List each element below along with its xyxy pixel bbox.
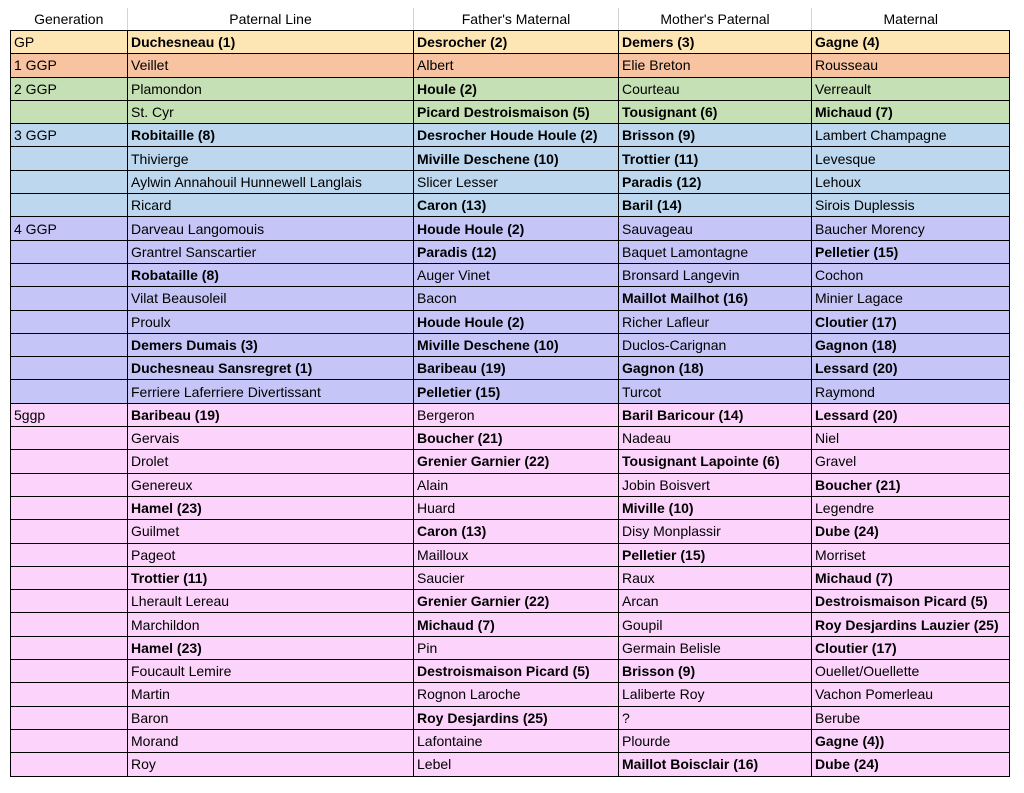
generation-cell[interactable] [11, 380, 128, 403]
table-row [11, 310, 1010, 333]
maternal-cell[interactable]: Cochon [812, 263, 1010, 286]
generation-cell[interactable] [11, 566, 128, 589]
fathers-maternal-cell[interactable]: Rognon Laroche [414, 683, 619, 706]
generation-cell[interactable] [11, 636, 128, 659]
mothers-paternal-cell[interactable]: Maillot Boisclair (16) [619, 753, 812, 776]
fathers-maternal-cell[interactable]: Miville Deschene (10) [414, 333, 619, 356]
paternal-line-cell[interactable]: Pageot [128, 543, 414, 566]
mothers-paternal-cell[interactable]: Pelletier (15) [619, 543, 812, 566]
generation-cell[interactable] [11, 473, 128, 496]
generation-cell[interactable] [11, 753, 128, 776]
table-row [11, 240, 1010, 263]
fathers-maternal-cell[interactable]: Desrocher Houde Houle (2) [414, 124, 619, 147]
maternal-cell[interactable]: Roy Desjardins Lauzier (25) [812, 613, 1010, 636]
mothers-paternal-cell[interactable]: Goupil [619, 613, 812, 636]
generation-cell[interactable] [11, 450, 128, 473]
fathers-maternal-cell[interactable]: Pin [414, 636, 619, 659]
paternal-line-cell[interactable]: Baron [128, 706, 414, 729]
header-row [11, 8, 1010, 31]
maternal-cell[interactable]: Lessard (20) [812, 403, 1010, 426]
maternal-cell[interactable]: Morriset [812, 543, 1010, 566]
paternal-line-cell[interactable]: Roy [128, 753, 414, 776]
maternal-cell[interactable]: Berube [812, 706, 1010, 729]
generation-cell[interactable]: 5ggp [11, 403, 128, 426]
paternal-line-cell[interactable]: Plamondon [128, 77, 414, 100]
table-row [11, 450, 1010, 473]
fathers-maternal-cell[interactable]: Michaud (7) [414, 613, 619, 636]
generation-cell[interactable] [11, 613, 128, 636]
maternal-cell[interactable]: Ouellet/Ouellette [812, 660, 1010, 683]
mothers-paternal-cell[interactable]: Gagnon (18) [619, 357, 812, 380]
fathers-maternal-cell[interactable]: Roy Desjardins (25) [414, 706, 619, 729]
mothers-paternal-cell[interactable]: Miville (10) [619, 496, 812, 519]
fathers-maternal-cell[interactable]: Boucher (21) [414, 427, 619, 450]
table-body [11, 31, 1010, 777]
generation-cell[interactable] [11, 427, 128, 450]
table-row [11, 263, 1010, 286]
table-row [11, 660, 1010, 683]
fathers-maternal-cell[interactable]: Saucier [414, 566, 619, 589]
generation-cell[interactable] [11, 100, 128, 123]
generation-cell[interactable] [11, 706, 128, 729]
paternal-line-cell[interactable]: Darveau Langomouis [128, 217, 414, 240]
paternal-line-cell[interactable]: Marchildon [128, 613, 414, 636]
table-row [11, 683, 1010, 706]
table-row [11, 636, 1010, 659]
maternal-cell[interactable]: Boucher (21) [812, 473, 1010, 496]
mothers-paternal-cell[interactable]: Jobin Boisvert [619, 473, 812, 496]
generation-cell[interactable] [11, 240, 128, 263]
table-row [11, 54, 1010, 77]
mothers-paternal-cell[interactable]: Paradis (12) [619, 170, 812, 193]
mothers-paternal-cell[interactable]: Baril (14) [619, 194, 812, 217]
generation-cell[interactable]: 4 GGP [11, 217, 128, 240]
paternal-line-cell[interactable]: Duchesneau Sansregret (1) [128, 357, 414, 380]
mothers-paternal-cell[interactable]: Brisson (9) [619, 124, 812, 147]
maternal-cell[interactable]: Rousseau [812, 54, 1010, 77]
generation-cell[interactable]: 1 GGP [11, 54, 128, 77]
mothers-paternal-cell[interactable]: ? [619, 706, 812, 729]
mothers-paternal-cell[interactable]: Plourde [619, 729, 812, 752]
fathers-maternal-cell[interactable]: Lebel [414, 753, 619, 776]
mothers-paternal-cell[interactable]: Richer Lafleur [619, 310, 812, 333]
maternal-cell[interactable]: Pelletier (15) [812, 240, 1010, 263]
table-row [11, 333, 1010, 356]
mothers-paternal-cell[interactable]: Demers (3) [619, 31, 812, 54]
paternal-line-cell[interactable]: Thivierge [128, 147, 414, 170]
generation-cell[interactable] [11, 543, 128, 566]
generation-cell[interactable] [11, 357, 128, 380]
fathers-maternal-cell[interactable]: Paradis (12) [414, 240, 619, 263]
maternal-cell[interactable]: Minier Lagace [812, 287, 1010, 310]
paternal-line-cell[interactable]: Hamel (23) [128, 636, 414, 659]
fathers-maternal-cell[interactable]: Auger Vinet [414, 263, 619, 286]
maternal-cell[interactable]: Sirois Duplessis [812, 194, 1010, 217]
fathers-maternal-cell[interactable]: Baribeau (19) [414, 357, 619, 380]
mothers-paternal-cell[interactable]: Raux [619, 566, 812, 589]
header-fathers-maternal[interactable]: Father's Maternal [414, 8, 619, 31]
paternal-line-cell[interactable]: Genereux [128, 473, 414, 496]
paternal-line-cell[interactable]: Proulx [128, 310, 414, 333]
generation-cell[interactable]: GP [11, 31, 128, 54]
maternal-cell[interactable]: Michaud (7) [812, 566, 1010, 589]
fathers-maternal-cell[interactable]: Miville Deschene (10) [414, 147, 619, 170]
generation-cell[interactable] [11, 194, 128, 217]
maternal-cell[interactable]: Raymond [812, 380, 1010, 403]
table-row [11, 147, 1010, 170]
fathers-maternal-cell[interactable]: Alain [414, 473, 619, 496]
maternal-cell[interactable]: Levesque [812, 147, 1010, 170]
fathers-maternal-cell[interactable]: Caron (13) [414, 194, 619, 217]
generation-cell[interactable]: 3 GGP [11, 124, 128, 147]
fathers-maternal-cell[interactable]: Slicer Lesser [414, 170, 619, 193]
table-row [11, 124, 1010, 147]
generation-cell[interactable]: 2 GGP [11, 77, 128, 100]
table-row [11, 706, 1010, 729]
maternal-cell[interactable]: Niel [812, 427, 1010, 450]
mothers-paternal-cell[interactable]: Arcan [619, 590, 812, 613]
mothers-paternal-cell[interactable]: Courteau [619, 77, 812, 100]
generation-cell[interactable] [11, 170, 128, 193]
maternal-cell[interactable]: Michaud (7) [812, 100, 1010, 123]
mothers-paternal-cell[interactable]: Tousignant (6) [619, 100, 812, 123]
table-row [11, 287, 1010, 310]
paternal-line-cell[interactable]: Veillet [128, 54, 414, 77]
paternal-line-cell[interactable]: Duchesneau (1) [128, 31, 414, 54]
mothers-paternal-cell[interactable]: Elie Breton [619, 54, 812, 77]
mothers-paternal-cell[interactable]: Duclos-Carignan [619, 333, 812, 356]
maternal-cell[interactable]: Legendre [812, 496, 1010, 519]
maternal-cell[interactable]: Cloutier (17) [812, 636, 1010, 659]
fathers-maternal-cell[interactable]: Houle (2) [414, 77, 619, 100]
header-mothers-paternal[interactable]: Mother's Paternal [619, 8, 812, 31]
generation-cell[interactable] [11, 287, 128, 310]
paternal-line-cell[interactable]: Grantrel Sanscartier [128, 240, 414, 263]
paternal-line-cell[interactable]: Trottier (11) [128, 566, 414, 589]
table-row [11, 520, 1010, 543]
fathers-maternal-cell[interactable]: Bacon [414, 287, 619, 310]
fathers-maternal-cell[interactable]: Houde Houle (2) [414, 217, 619, 240]
maternal-cell[interactable]: Verreault [812, 77, 1010, 100]
generation-cell[interactable] [11, 310, 128, 333]
fathers-maternal-cell[interactable]: Bergeron [414, 403, 619, 426]
generation-cell[interactable] [11, 683, 128, 706]
mothers-paternal-cell[interactable]: Nadeau [619, 427, 812, 450]
header-paternal-line[interactable]: Paternal Line [128, 8, 414, 31]
table-row [11, 77, 1010, 100]
maternal-cell[interactable]: Lehoux [812, 170, 1010, 193]
paternal-line-cell[interactable]: Demers Dumais (3) [128, 333, 414, 356]
header-maternal[interactable]: Maternal [812, 8, 1010, 31]
fathers-maternal-cell[interactable]: Grenier Garnier (22) [414, 450, 619, 473]
genealogy-table [10, 8, 1010, 777]
generation-cell[interactable] [11, 496, 128, 519]
generation-cell[interactable] [11, 147, 128, 170]
mothers-paternal-cell[interactable]: Trottier (11) [619, 147, 812, 170]
generation-cell[interactable] [11, 263, 128, 286]
maternal-cell[interactable]: Cloutier (17) [812, 310, 1010, 333]
mothers-paternal-cell[interactable]: Turcot [619, 380, 812, 403]
table-row [11, 590, 1010, 613]
fathers-maternal-cell[interactable]: Destroismaison Picard (5) [414, 660, 619, 683]
maternal-cell[interactable]: Lambert Champagne [812, 124, 1010, 147]
paternal-line-cell[interactable]: Martin [128, 683, 414, 706]
table-row [11, 543, 1010, 566]
paternal-line-cell[interactable]: Robataille (8) [128, 263, 414, 286]
mothers-paternal-cell[interactable]: Disy Monplassir [619, 520, 812, 543]
maternal-cell[interactable]: Gagnon (18) [812, 333, 1010, 356]
maternal-cell[interactable]: Vachon Pomerleau [812, 683, 1010, 706]
mothers-paternal-cell[interactable]: Bronsard Langevin [619, 263, 812, 286]
mothers-paternal-cell[interactable]: Baril Baricour (14) [619, 403, 812, 426]
fathers-maternal-cell[interactable]: Huard [414, 496, 619, 519]
table-row [11, 496, 1010, 519]
table-row [11, 170, 1010, 193]
paternal-line-cell[interactable]: Vilat Beausoleil [128, 287, 414, 310]
table-row [11, 357, 1010, 380]
maternal-cell[interactable]: Dube (24) [812, 520, 1010, 543]
generation-cell[interactable] [11, 660, 128, 683]
mothers-paternal-cell[interactable]: Tousignant Lapointe (6) [619, 450, 812, 473]
paternal-line-cell[interactable]: Guilmet [128, 520, 414, 543]
mothers-paternal-cell[interactable]: Maillot Mailhot (16) [619, 287, 812, 310]
table-row [11, 729, 1010, 752]
fathers-maternal-cell[interactable]: Pelletier (15) [414, 380, 619, 403]
fathers-maternal-cell[interactable]: Albert [414, 54, 619, 77]
paternal-line-cell[interactable]: Hamel (23) [128, 496, 414, 519]
paternal-line-cell[interactable]: Lherault Lereau [128, 590, 414, 613]
maternal-cell[interactable]: Gagne (4)) [812, 729, 1010, 752]
paternal-line-cell[interactable]: Foucault Lemire [128, 660, 414, 683]
table-row [11, 31, 1010, 54]
maternal-cell[interactable]: Lessard (20) [812, 357, 1010, 380]
paternal-line-cell[interactable]: Aylwin Annahouil Hunnewell Langlais [128, 170, 414, 193]
paternal-line-cell[interactable]: Ricard [128, 194, 414, 217]
paternal-line-cell[interactable]: Drolet [128, 450, 414, 473]
mothers-paternal-cell[interactable]: Laliberte Roy [619, 683, 812, 706]
maternal-cell[interactable]: Destroismaison Picard (5) [812, 590, 1010, 613]
mothers-paternal-cell[interactable]: Brisson (9) [619, 660, 812, 683]
mothers-paternal-cell[interactable]: Baquet Lamontagne [619, 240, 812, 263]
table-row [11, 100, 1010, 123]
fathers-maternal-cell[interactable]: Picard Destroismaison (5) [414, 100, 619, 123]
header-generation[interactable]: Generation [11, 8, 128, 31]
fathers-maternal-cell[interactable]: Houde Houle (2) [414, 310, 619, 333]
fathers-maternal-cell[interactable]: Grenier Garnier (22) [414, 590, 619, 613]
generation-cell[interactable] [11, 520, 128, 543]
table-row [11, 566, 1010, 589]
generation-cell[interactable] [11, 333, 128, 356]
maternal-cell[interactable]: Gravel [812, 450, 1010, 473]
table-row [11, 403, 1010, 426]
paternal-line-cell[interactable]: Baribeau (19) [128, 403, 414, 426]
generation-cell[interactable] [11, 590, 128, 613]
table-row [11, 473, 1010, 496]
paternal-line-cell[interactable]: St. Cyr [128, 100, 414, 123]
table-row [11, 217, 1010, 240]
paternal-line-cell[interactable]: Robitaille (8) [128, 124, 414, 147]
maternal-cell[interactable]: Dube (24) [812, 753, 1010, 776]
generation-cell[interactable] [11, 729, 128, 752]
fathers-maternal-cell[interactable]: Caron (13) [414, 520, 619, 543]
paternal-line-cell[interactable]: Morand [128, 729, 414, 752]
fathers-maternal-cell[interactable]: Desrocher (2) [414, 31, 619, 54]
maternal-cell[interactable]: Gagne (4) [812, 31, 1010, 54]
fathers-maternal-cell[interactable]: Mailloux [414, 543, 619, 566]
paternal-line-cell[interactable]: Ferriere Laferriere Divertissant [128, 380, 414, 403]
table-row [11, 380, 1010, 403]
paternal-line-cell[interactable]: Gervais [128, 427, 414, 450]
fathers-maternal-cell[interactable]: Lafontaine [414, 729, 619, 752]
table-row [11, 427, 1010, 450]
table-row [11, 753, 1010, 776]
mothers-paternal-cell[interactable]: Germain Belisle [619, 636, 812, 659]
table-row [11, 613, 1010, 636]
table-row [11, 194, 1010, 217]
maternal-cell[interactable]: Baucher Morency [812, 217, 1010, 240]
mothers-paternal-cell[interactable]: Sauvageau [619, 217, 812, 240]
